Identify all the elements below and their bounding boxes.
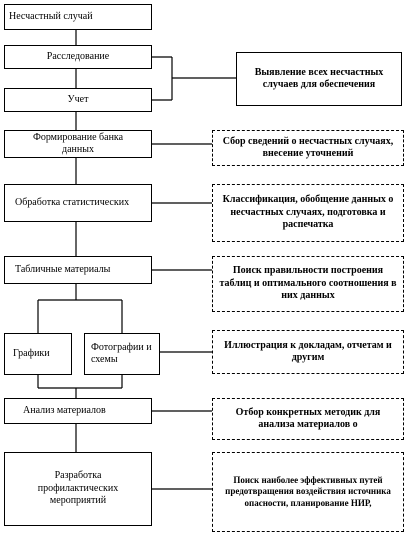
collection-box — [212, 130, 404, 166]
identification-box — [236, 52, 402, 106]
accounting-box — [4, 88, 152, 112]
processing-box — [4, 184, 152, 222]
graphs-box — [4, 333, 72, 375]
tables-box — [4, 256, 152, 284]
selection-box — [212, 398, 404, 440]
search-tables-label: Поиск правильности построения таблиц и оптимального соотношения в них данных — [219, 265, 397, 302]
search-tables-box — [212, 256, 404, 312]
investigation-box — [4, 45, 152, 69]
illustration-box — [212, 330, 404, 374]
databank-box — [4, 130, 152, 158]
search-ways-box — [212, 452, 404, 532]
accident-box — [4, 4, 152, 30]
search-ways-label: Поиск наиболее эффективных путей предотвращения воздействия источника опасности, планирование НИР, — [225, 475, 391, 508]
analysis-box — [4, 398, 152, 424]
identification-label: Выявление всех несчастных случаев для обеспечения — [254, 66, 384, 90]
classification-box — [212, 184, 404, 242]
investigation-label: Расследование — [46, 50, 110, 62]
classification-label: Классификация, обобщение данных о несчастных случаях, подготовка и распечатка — [222, 194, 394, 231]
graphs-label: Графики — [13, 347, 50, 359]
tables-label: Табличные материалы — [15, 263, 111, 275]
prevention-box — [4, 452, 152, 526]
accounting-label: Учет — [67, 93, 89, 105]
photos-box — [84, 333, 160, 375]
analysis-label: Анализ материалов — [23, 404, 106, 416]
illustration-label: Иллюстрация к докладам, отчетам и другим — [224, 339, 392, 363]
collection-label: Сбор сведений о несчастных случаях, внесение уточнений — [222, 135, 394, 159]
accident-label: Несчастный случай — [9, 10, 93, 22]
selection-label: Отбор конкретных методик для анализа материалов о — [235, 406, 381, 430]
photos-label: Фотографии и схемы — [91, 341, 152, 365]
databank-label: Формирование банка данных — [32, 131, 124, 155]
processing-label: Обработка статистических — [15, 196, 130, 208]
prevention-label: Разработка профилактических мероприятий — [37, 470, 119, 507]
